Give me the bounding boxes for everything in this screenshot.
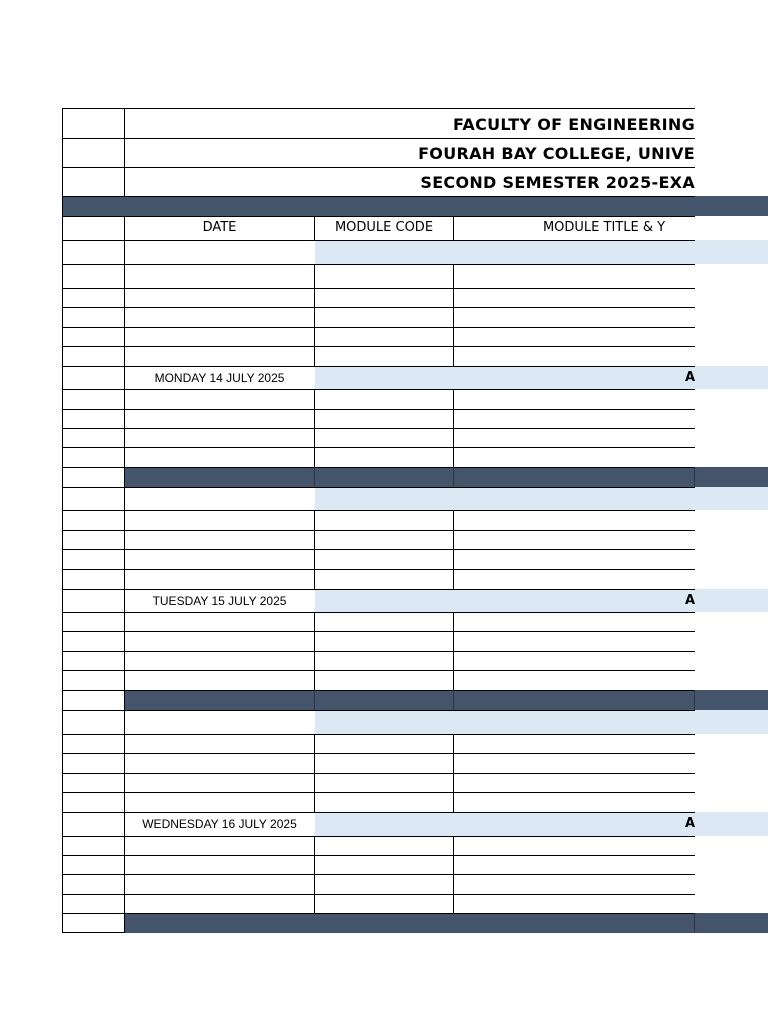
day-date-wednesday: WEDNESDAY 16 JULY 2025 <box>142 817 297 831</box>
session-mark: A <box>684 370 695 385</box>
day-date-monday: MONDAY 14 JULY 2025 <box>154 371 285 385</box>
college-title: FOURAH BAY COLLEGE, UNIVE <box>418 144 695 163</box>
column-header-date: DATE <box>202 220 237 235</box>
column-header-module-code: MODULE CODE <box>334 220 434 235</box>
session-mark: A <box>684 816 695 831</box>
faculty-title: FACULTY OF ENGINEERING <box>453 115 695 134</box>
session-mark: A <box>684 593 695 608</box>
day-date-tuesday: TUESDAY 15 JULY 2025 <box>152 594 287 608</box>
column-header-module-title: MODULE TITLE & Y <box>542 220 666 235</box>
semester-title: SECOND SEMESTER 2025-EXA <box>420 173 695 192</box>
